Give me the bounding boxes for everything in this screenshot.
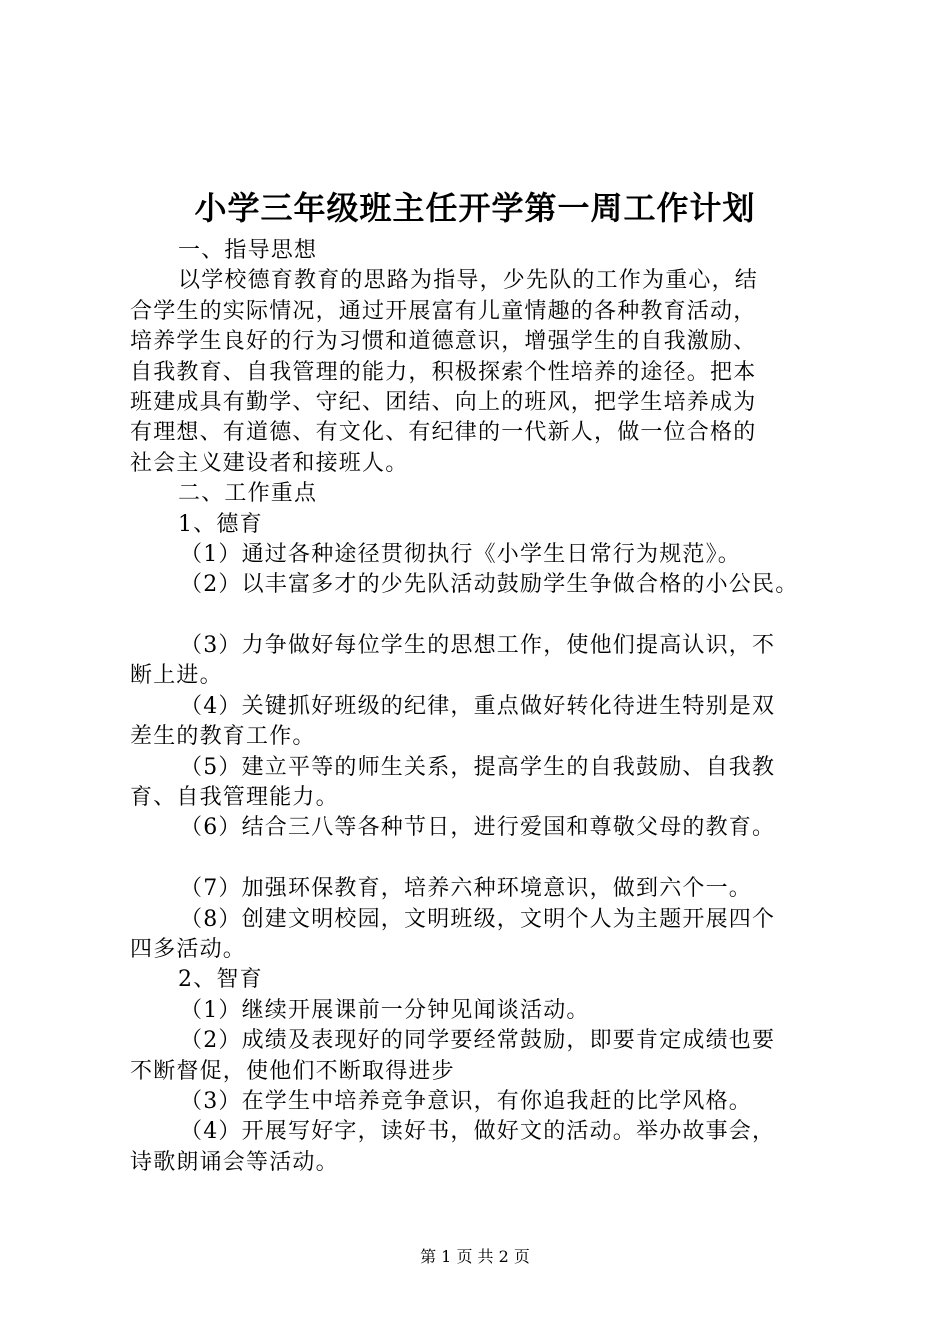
- paragraph-line: 班建成具有勤学、守纪、团结、向上的班风，把学生培养成为: [130, 389, 757, 415]
- page-number-footer: 第 1 页 共 2 页: [420, 1247, 530, 1266]
- list-item: （3）力争做好每位学生的思想工作，使他们提高认识，不: [180, 633, 776, 659]
- list-item-continuation: 四多活动。: [130, 936, 247, 962]
- document-title: 小学三年级班主任开学第一周工作计划: [194, 189, 756, 227]
- paragraph-line: 培养学生良好的行为习惯和道德意识，增强学生的自我激励、: [130, 329, 757, 355]
- paragraph-line: 有理想、有道德、有文化、有纪律的一代新人，做一位合格的: [130, 420, 757, 446]
- blank-line: [130, 601, 830, 631]
- section-heading: 二、工作重点: [178, 481, 318, 507]
- paragraph-line: 以学校德育教育的思路为指导，少先队的工作为重心，结: [178, 268, 759, 294]
- list-item: （2）以丰富多才的少先队活动鼓励学生争做合格的小公民。: [180, 572, 799, 598]
- list-item: （2）成绩及表现好的同学要经常鼓励，即要肯定成绩也要: [180, 1028, 776, 1054]
- subsection-heading: 1、德育: [178, 511, 263, 537]
- list-item-continuation: 诗歌朗诵会等活动。: [130, 1149, 339, 1175]
- blank-line: [130, 844, 830, 874]
- paragraph-line: 自我教育、自我管理的能力，积极探索个性培养的途径。把本: [130, 359, 757, 385]
- paragraph-line: 合学生的实际情况，通过开展富有儿童情趣的各种教育活动，: [130, 298, 757, 324]
- list-item: （6）结合三八等各种节日，进行爱国和尊敬父母的教育。: [180, 815, 776, 841]
- list-item: （1）通过各种途径贯彻执行《小学生日常行为规范》。: [180, 541, 741, 567]
- list-item: （8）创建文明校园，文明班级，文明个人为主题开展四个: [180, 906, 776, 932]
- paragraph-line: 社会主义建设者和接班人。: [130, 450, 409, 476]
- list-item-continuation: 断上进。: [130, 663, 223, 689]
- list-item: （4）关键抓好班级的纪律，重点做好转化待进生特别是双: [180, 693, 776, 719]
- list-item-continuation: 育、自我管理能力。: [130, 785, 339, 811]
- subsection-heading: 2、智育: [178, 967, 263, 993]
- document-body: [130, 236, 830, 1178]
- list-item: （7）加强环保教育，培养六种环境意识，做到六个一。: [180, 876, 752, 902]
- section-heading: 一、指导思想: [178, 238, 318, 263]
- list-item-continuation: 不断督促，使他们不断取得进步: [130, 1058, 455, 1084]
- list-item: （4）开展写好字，读好书，做好文的活动。举办故事会，: [180, 1119, 776, 1145]
- list-item: （3）在学生中培养竞争意识，有你追我赶的比学风格。: [180, 1088, 752, 1114]
- list-item: （5）建立平等的师生关系，提高学生的自我鼓励、自我教: [180, 754, 776, 780]
- list-item: （1）继续开展课前一分钟见闻谈活动。: [180, 997, 590, 1023]
- list-item-continuation: 差生的教育工作。: [130, 724, 316, 750]
